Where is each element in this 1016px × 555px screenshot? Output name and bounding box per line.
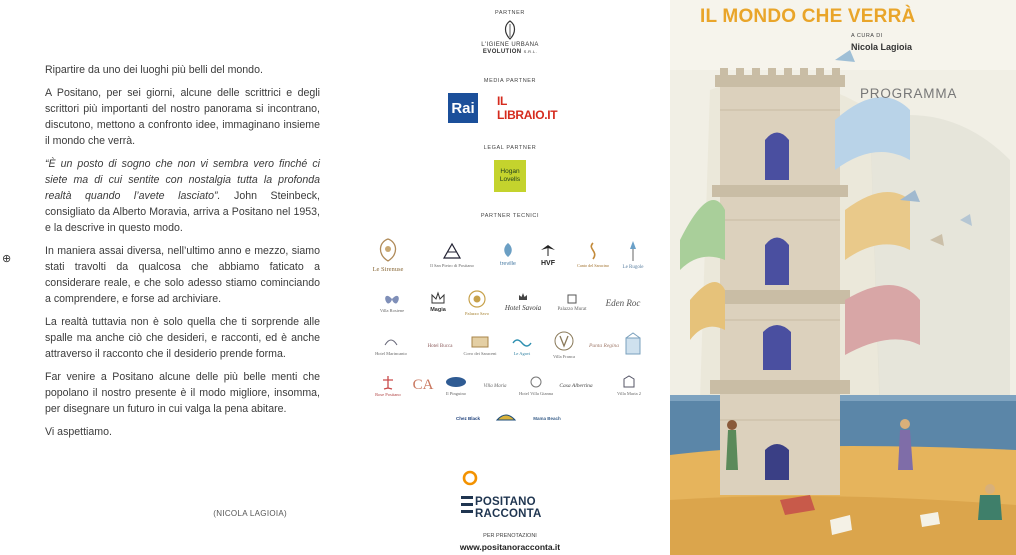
rose-figure-icon: [380, 374, 396, 390]
intro-paragraph: In maniera assai diversa, nell’ultimo anno e mezzo, siamo stati travolti da qualcosa che abbiamo faticato a considerare reale, e che solo adesso stiamo cominciando a comprendere, e forse ad archiviare.: [45, 245, 320, 305]
gianna-emblem-icon: [529, 375, 543, 389]
tech-partner-logo: [586, 328, 622, 362]
tech-partner-name: Hotel Villa Gianna: [519, 390, 553, 396]
programma-label: PROGRAMMA: [860, 86, 958, 101]
tech-partner-name: Hotel Savoia: [504, 304, 542, 312]
cover-illustration: [670, 0, 1016, 555]
villa-maria-crest-icon: [621, 375, 637, 389]
buca-di-bacco-emblem-icon: [495, 410, 517, 424]
tech-partner-name: Magia: [430, 307, 446, 313]
tech-partner-logo: [598, 288, 648, 316]
signature: (NICOLA LAGIOIA): [213, 509, 287, 518]
tech-partner-name: Il Pinguino: [445, 390, 467, 396]
tech-partner-logo: [416, 328, 464, 362]
tech-partner-logo: [544, 326, 584, 362]
sirenuse-emblem-icon: [373, 236, 403, 264]
tech-partner-logo: [460, 328, 500, 362]
tech-partner-logo: [618, 230, 648, 278]
partners-panel: [350, 0, 670, 555]
booking-label: PER PRENOTAZIONI: [483, 533, 537, 539]
covo-emblem-icon: [470, 335, 490, 349]
tech-partner-name: Canto del Saracino: [577, 262, 609, 268]
intro-text: [45, 62, 320, 447]
website-link[interactable]: www.positanoracconta.it: [459, 542, 561, 552]
agavi-wave-icon: [511, 335, 533, 349]
hvf-bird-icon: [539, 242, 557, 258]
cover-title: IL MONDO CHE VERRÀ: [700, 6, 916, 27]
tech-partner-name: Le Sirenuse: [372, 265, 404, 273]
steinbeck-quote: “È un posto di sogno che non vi sembra vero finché ci siete ma di cui sentite con nostalgia tutta la profonda realtà quando l’avete lasciato”.: [45, 158, 320, 202]
cover-panel: [670, 0, 1016, 555]
curator-name: Nicola Lagioia: [851, 42, 913, 52]
tech-partner-name: CA: [412, 376, 434, 393]
san-pietro-emblem-icon: [441, 241, 463, 261]
tech-partner-name: Mama Beach: [533, 415, 561, 421]
crown-icon: [518, 292, 528, 302]
tech-partner-name: Hotel Bucca: [427, 343, 453, 349]
magia-crown-icon: [430, 291, 446, 305]
steinbeck-paragraph: [45, 156, 320, 236]
tech-partner-logo: [438, 372, 474, 398]
tech-partner-name: HVF: [541, 259, 555, 267]
pinguino-emblem-icon: [444, 375, 468, 389]
tech-partner-logo: [522, 406, 572, 428]
intro-paragraph: Ripartire da uno dei luoghi più belli del mondo.: [45, 64, 263, 76]
tech-partner-logo: [446, 406, 490, 428]
positano-racconta-line1: POSITANO: [475, 496, 536, 508]
butterfly-emblem-icon: [383, 292, 401, 306]
tech-partner-name: Villa Maria 2: [617, 390, 641, 396]
tech-partner-logo: [516, 370, 556, 400]
tech-partner-name: Eden Roc: [605, 298, 641, 308]
tech-partner-logo: [554, 374, 598, 396]
positano-racconta-sun-icon: [462, 470, 478, 486]
tech-partner-logo: [418, 232, 486, 276]
tech-partner-name: Covo dei Saraceni: [463, 350, 497, 356]
hogan-lovells-logo: Hogan Lovells: [494, 160, 526, 192]
rai-logo: Rai: [448, 93, 478, 123]
intro-paragraph: Far venire a Positano alcune delle più belle menti che popolano il nostro presente è il modo migliore, insomma, per disegnare un futuro in cui valga la pena abitare.: [45, 371, 320, 415]
tech-partner-name: Palazzo Murat: [557, 306, 587, 312]
tech-partner-logo: [612, 370, 646, 400]
intro-panel: [0, 0, 350, 555]
media-partner-label: MEDIA PARTNER: [483, 78, 537, 84]
tech-partner-logo: [500, 328, 544, 362]
partner-name-line2: [350, 49, 670, 55]
partner-name-suffix: S.R.L.: [523, 49, 538, 54]
tech-partner-name: Punta Regina: [588, 343, 620, 349]
tech-partner-name: Villa Rosiene: [379, 307, 405, 313]
registration-mark-icon: ⊕: [2, 253, 12, 265]
tech-partner-logo: [456, 284, 498, 320]
tech-partner-logo: [408, 370, 438, 400]
tech-partner-logo: [420, 286, 456, 318]
tech-partner-name: Il San Pietro di Positano: [430, 262, 474, 268]
saracino-emblem-icon: [584, 241, 602, 261]
tech-partner-name: Chez Black: [455, 415, 480, 421]
murat-crest-icon: [566, 293, 578, 305]
legal-partner-label: LEGAL PARTNER: [483, 145, 537, 151]
tech-partner-name: Hotel Marincanto: [375, 350, 407, 356]
tech-partner-name: Le Agavi: [513, 350, 531, 356]
tech-partner-logo: [620, 326, 646, 362]
tech-partner-name: Le Rugole: [622, 264, 644, 270]
tech-partner-logo: [528, 236, 568, 272]
partner-label: PARTNER: [495, 10, 525, 16]
villa-franca-crest-icon: [553, 330, 575, 352]
tech-partner-logo: [474, 374, 516, 396]
tech-partner-name: Villa Franca: [552, 353, 576, 359]
steinbeck-note: John Steinbeck, consigliato da Alberto Moravia, arriva a Positano nel 1953, e la descrive in questo modo.: [45, 190, 320, 234]
tech-partner-name: Palazzo Savo: [464, 310, 490, 316]
tech-partner-logo: [364, 230, 412, 278]
curated-by-label: A CURA DI: [851, 33, 883, 39]
intro-paragraph: La realtà tuttavia non è solo quella che ti sorprende alle spalle ma anche ciò che desideri, e racconti, ed è anche attraverso il racconto che il desiderio prende forma.: [45, 316, 320, 360]
tech-partner-name: Casa Albertina: [559, 383, 593, 389]
tech-partner-logo: [488, 236, 528, 272]
partner-logo-icon: [500, 19, 520, 41]
tech-partner-logo: [366, 328, 416, 362]
tech-partner-logo: [568, 234, 618, 274]
tech-partner-logo: [546, 286, 598, 318]
tech-partner-logo: [368, 286, 416, 318]
lion-crest-icon: [467, 289, 487, 309]
intro-paragraph: A Positano, per sei giorni, alcune delle scrittrici e degli scrittori più importanti del nostro panorama si incontrano, discutono, mettono a confronto idee, immaginano insieme il mondo che verrà.: [45, 87, 320, 147]
marincanto-emblem-icon: [383, 335, 399, 349]
tech-partner-logo: [368, 370, 408, 400]
positano-racconta-logo: [475, 496, 542, 520]
treville-emblem-icon: [500, 241, 516, 259]
tech-partner-logo: [498, 286, 548, 318]
tech-partner-name: Villa Maria: [483, 383, 507, 389]
tech-partner-logo: [488, 404, 524, 430]
tech-partner-name: treville: [500, 261, 516, 267]
villa-building-icon: [624, 332, 642, 356]
positano-racconta-waves-icon: [461, 494, 473, 518]
lamp-emblem-icon: [628, 239, 638, 263]
partner-name-line1: L'IGIENE URBANA: [481, 42, 539, 48]
tech-partner-name: Rose Positano: [375, 391, 401, 397]
positano-racconta-line2: RACCONTA: [475, 508, 542, 520]
partner-name-bold: EVOLUTION: [482, 49, 522, 55]
technical-partners-label: PARTNER TECNICI: [480, 213, 540, 219]
libraio-logo: IL LIBRAIO.IT: [497, 94, 558, 122]
intro-paragraph: Vi aspettiamo.: [45, 426, 112, 438]
